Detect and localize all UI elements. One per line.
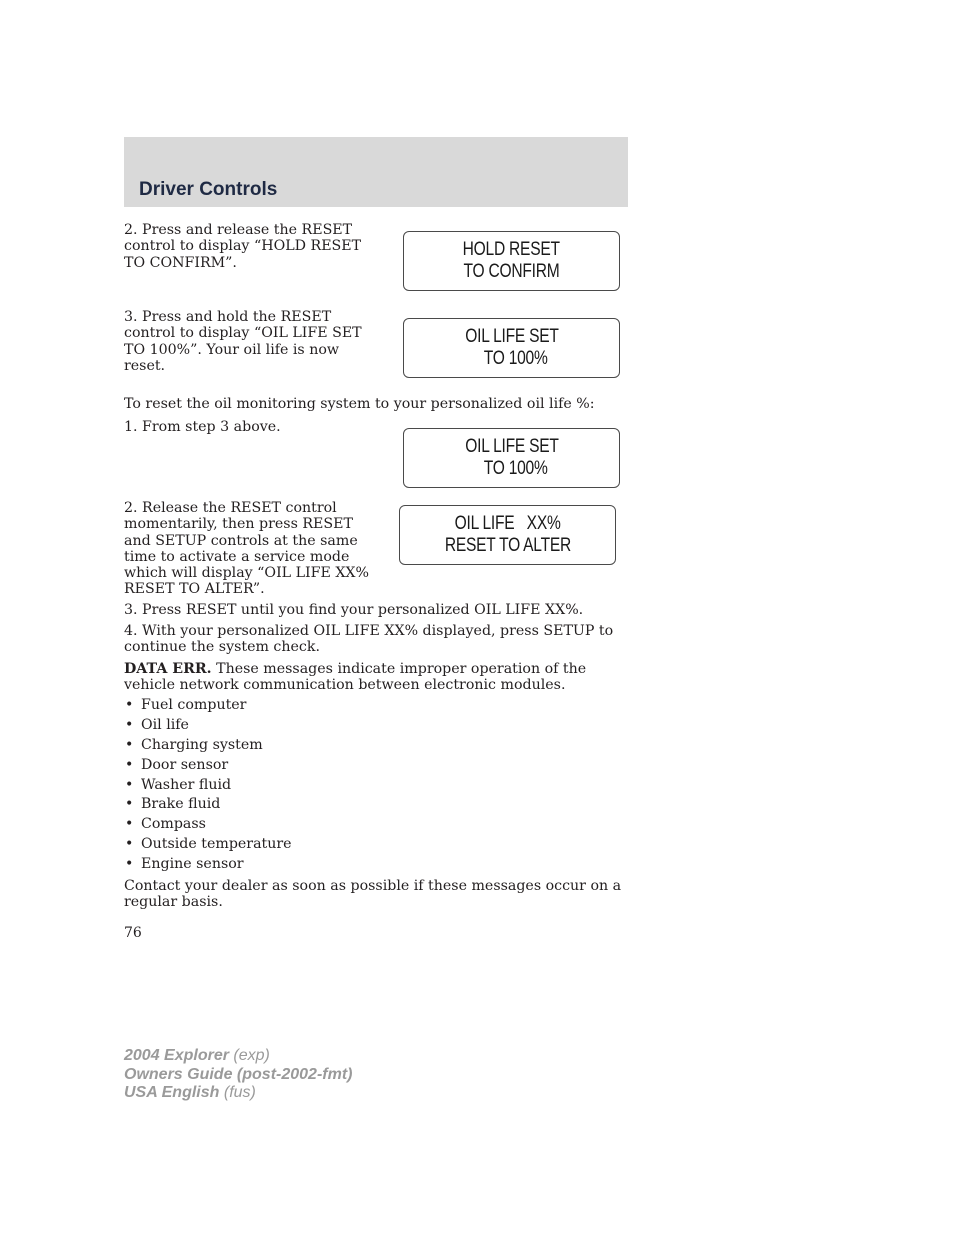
display-line-1: OIL LIFE SET bbox=[464, 436, 559, 457]
list-item: • Outside temperature bbox=[125, 836, 292, 853]
display-line-2: RESET TO ALTER bbox=[444, 535, 571, 556]
bullet-icon: • bbox=[125, 836, 134, 853]
step-2-press-release: 2. Press and release the RESET control to display “HOLD RESET TO CONFIRM”. bbox=[124, 222, 362, 271]
personalized-step-1: 1. From step 3 above. bbox=[124, 419, 281, 435]
bullet-icon: • bbox=[125, 856, 134, 873]
page-number: 76 bbox=[124, 925, 142, 941]
bullet-icon: • bbox=[125, 816, 134, 833]
personalized-step-2: 2. Release the RESET control momentarily, then press RESET and SETUP controls at the same time to activate a service mode which will display “OIL LIFE XX% RESET TO ALTER”. bbox=[124, 500, 370, 598]
list-item: • Compass bbox=[125, 816, 206, 833]
display-line-1: OIL LIFE XX% bbox=[454, 513, 561, 534]
data-err-paragraph bbox=[124, 661, 624, 694]
list-item: • Charging system bbox=[125, 736, 263, 753]
section-title: Driver Controls bbox=[139, 179, 278, 200]
closing-paragraph: Contact your dealer as soon as possible if these messages occur on a regular basis. bbox=[124, 878, 622, 911]
data-err-text: These messages indicate improper operation of the vehicle network communication between electronic modules. bbox=[124, 661, 587, 694]
step-3-press-hold: 3. Press and hold the RESET control to display “OIL LIFE SET TO 100%”. Your oil life is now reset. bbox=[124, 309, 362, 374]
list-item: • Washer fluid bbox=[125, 776, 232, 793]
display-oil-life-set-2 bbox=[403, 428, 620, 488]
bullet-icon: • bbox=[125, 776, 134, 793]
data-err-module-list bbox=[124, 697, 292, 876]
bullet-icon: • bbox=[125, 796, 134, 813]
personalized-intro: To reset the oil monitoring system to your personalized oil life %: bbox=[124, 396, 595, 412]
bullet-icon: • bbox=[125, 756, 134, 773]
personalized-step-3: 3. Press RESET until you find your personalized OIL LIFE XX%. bbox=[124, 602, 584, 618]
list-item: • Fuel computer bbox=[125, 697, 247, 713]
display-oil-life-reset-alter bbox=[399, 505, 616, 565]
bullet-icon: • bbox=[125, 716, 134, 733]
footer-line-3: USA English (fus) bbox=[124, 1084, 256, 1101]
list-item: • Brake fluid bbox=[125, 796, 221, 813]
list-item: • Engine sensor bbox=[125, 856, 244, 873]
personalized-step-4: 4. With your personalized OIL LIFE XX% displayed, press SETUP to continue the system check. bbox=[124, 623, 614, 656]
footer-line-1: 2004 Explorer (exp) bbox=[124, 1047, 270, 1064]
display-line-1: OIL LIFE SET bbox=[464, 326, 559, 347]
display-oil-life-set bbox=[403, 318, 620, 378]
display-hold-reset bbox=[403, 231, 620, 291]
bullet-icon: • bbox=[125, 736, 134, 753]
footer-document-info bbox=[124, 1047, 352, 1103]
display-line-2: TO 100% bbox=[475, 348, 548, 369]
display-line-2: TO CONFIRM bbox=[463, 261, 560, 282]
footer-line-2: Owners Guide (post-2002-fmt) bbox=[124, 1065, 353, 1083]
display-line-2: TO 100% bbox=[475, 458, 548, 479]
bullet-icon: • bbox=[125, 697, 134, 713]
data-err-label: DATA ERR. bbox=[124, 661, 212, 677]
list-item: • Oil life bbox=[125, 716, 189, 733]
list-item: • Door sensor bbox=[125, 756, 229, 773]
display-line-1: HOLD RESET bbox=[462, 239, 561, 260]
